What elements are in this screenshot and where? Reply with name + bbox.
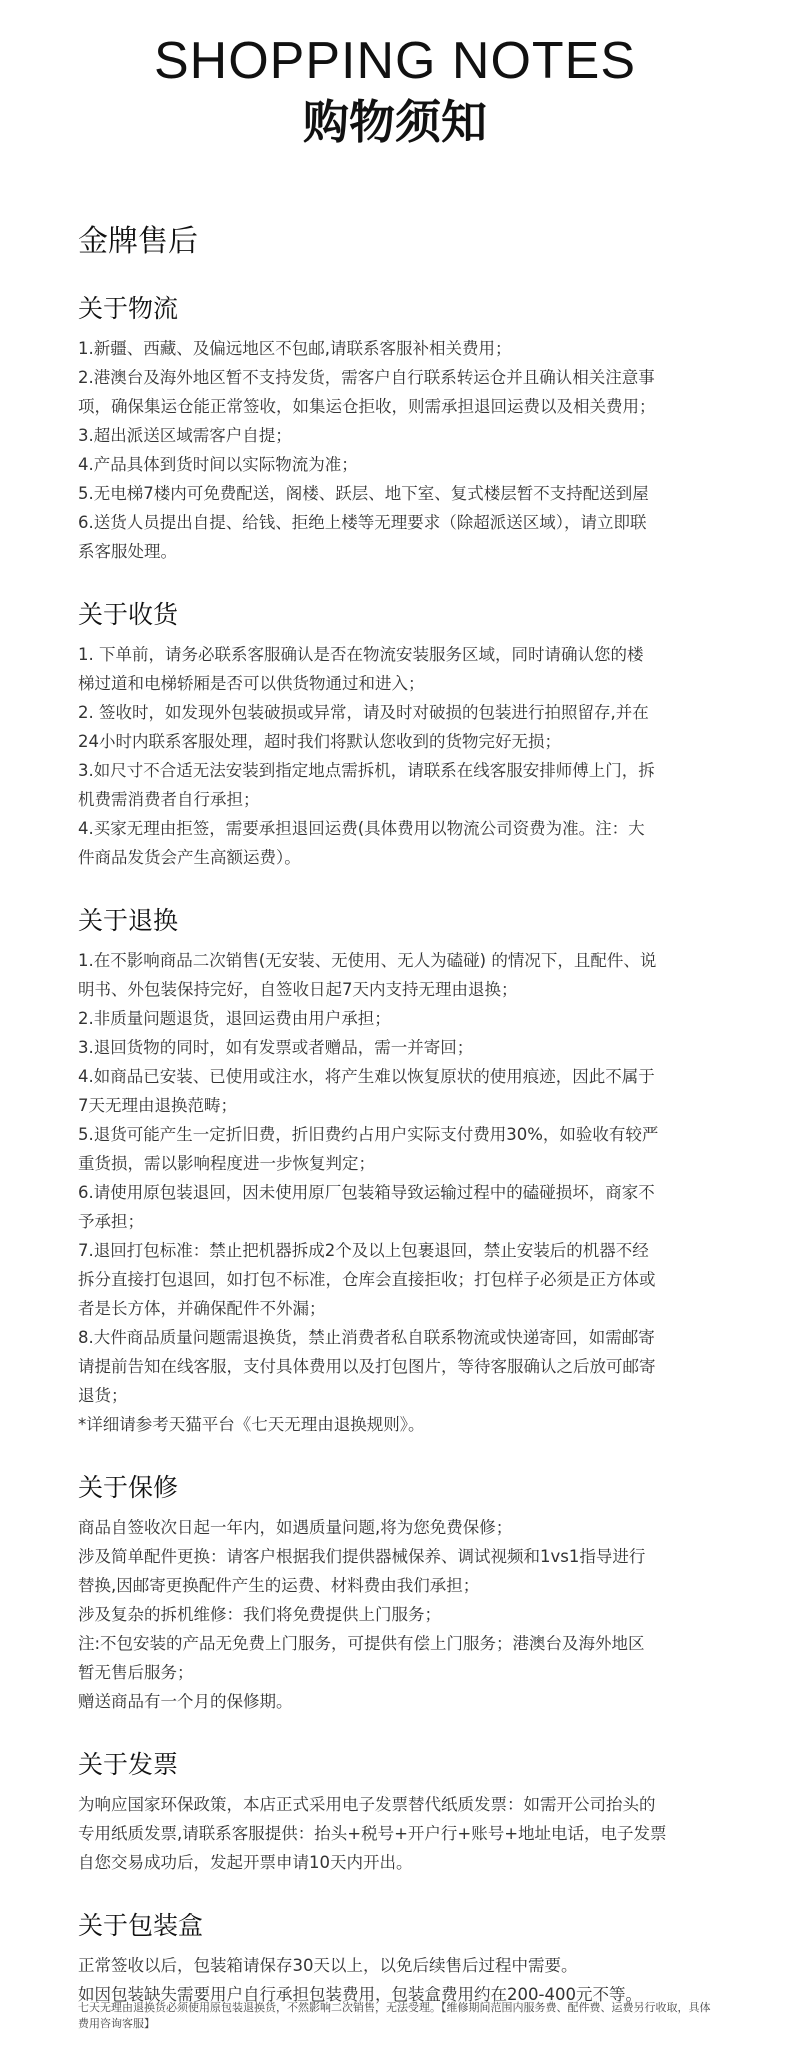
section-line: 3.如尺寸不合适无法安装到指定地点需拆机，请联系在线客服安排师傅上门，拆	[78, 761, 655, 780]
section-line: 明书、外包装保持完好，自签收日起7天内支持无理由退换；	[78, 980, 518, 999]
footer-note: 七天无理由退换货必须使用原包装退换货，不然影响二次销售，无法受理。【维修期间范围内服务费、配件费、运费另行收取，具体费用咨询客服】	[78, 2001, 711, 2030]
section-line: 退货；	[78, 1386, 128, 1405]
section-line: 3.超出派送区域需客户自提；	[78, 426, 292, 445]
section-line: 为响应国家环保政策，本店正式采用电子发票替代纸质发票：如需开公司抬头的	[78, 1795, 656, 1814]
section	[78, 1909, 712, 2009]
section-line: 重货损，需以影响程度进一步恢复判定；	[78, 1154, 375, 1173]
section-line: 涉及简单配件更换：请客户根据我们提供器械保养、调试视频和1vs1指导进行	[78, 1547, 646, 1566]
section-title: 关于包装盒	[78, 1911, 204, 1940]
section	[78, 1748, 712, 1877]
section-line: 8.大件商品质量问题需退换货，禁止消费者私自联系物流或快递寄回，如需邮寄	[78, 1328, 655, 1347]
section-line: 2. 签收时，如发现外包装破损或异常，请及时对破损的包装进行拍照留存,并在	[78, 703, 649, 722]
section-line: 如因包装缺失需要用户自行承担包装费用，包装盒费用约在200-400元不等。	[78, 1985, 642, 2004]
section-line: 赠送商品有一个月的保修期。	[78, 1692, 293, 1711]
section-line: 5.无电梯7楼内可免费配送，阁楼、跃层、地下室、复式楼层暂不支持配送到屋	[78, 484, 649, 503]
section-line: 1.在不影响商品二次销售(无安装、无使用、无人为磕碰) 的情况下，且配件、说	[78, 951, 657, 970]
section-line: 梯过道和电梯轿厢是否可以供货物通过和进入；	[78, 674, 425, 693]
section-line: 2.非质量问题退货，退回运费由用户承担；	[78, 1009, 391, 1028]
section-line: 7.退回打包标准：禁止把机器拆成2个及以上包裹退回，禁止安装后的机器不经	[78, 1241, 649, 1260]
section-line: 予承担；	[78, 1212, 144, 1231]
section-line: 注:不包安装的产品无免费上门服务，可提供有偿上门服务；港澳台及海外地区	[78, 1634, 645, 1653]
section-line: 替换,因邮寄更换配件产生的运费、材料费由我们承担；	[78, 1576, 480, 1595]
section-line: 涉及复杂的拆机维修：我们将免费提供上门服务；	[78, 1605, 441, 1624]
section-title: 关于发票	[78, 1750, 179, 1779]
section-line: 4.买家无理由拒签，需要承担退回运费(具体费用以物流公司资费为准。注：大	[78, 819, 645, 838]
section-line: *详细请参考天猫平台《七天无理由退换规则》。	[78, 1415, 425, 1434]
section-line: 拆分直接打包退回，如打包不标准，仓库会直接拒收；打包样子必须是正方体或	[78, 1270, 656, 1289]
section-title: 关于保修	[78, 1473, 179, 1502]
section-line: 自您交易成功后，发起开票申请10天内开出。	[78, 1853, 413, 1872]
section	[78, 598, 712, 872]
section-line: 24小时内联系客服处理，超时我们将默认您收到的货物完好无损；	[78, 732, 561, 751]
section-line: 暂无售后服务；	[78, 1663, 194, 1682]
section-line: 请提前告知在线客服，支付具体费用以及打包图片，等待客服确认之后放可邮寄	[78, 1357, 656, 1376]
section-line: 6.送货人员提出自提、给钱、拒绝上楼等无理要求（除超派送区域），请立即联	[78, 513, 647, 532]
section	[78, 292, 712, 566]
section-title: 关于收货	[78, 600, 179, 629]
section-line: 7天无理由退换范畴；	[78, 1096, 237, 1115]
brand-title: 金牌售后	[78, 224, 198, 259]
section	[78, 904, 712, 1439]
section-line: 5.退货可能产生一定折旧费，折旧费约占用户实际支付费用30%，如验收有较严	[78, 1125, 659, 1144]
sections-container	[78, 292, 712, 2009]
section-line: 者是长方体，并确保配件不外漏；	[78, 1299, 326, 1318]
section-line: 机费需消费者自行承担；	[78, 790, 260, 809]
section-line: 3.退回货物的同时，如有发票或者赠品，需一并寄回；	[78, 1038, 474, 1057]
section-line: 件商品发货会产生高额运费）。	[78, 848, 301, 867]
section-line: 正常签收以后，包装箱请保存30天以上，以免后续售后过程中需要。	[78, 1956, 578, 1975]
section-line: 4.产品具体到货时间以实际物流为准；	[78, 455, 358, 474]
section-title: 关于物流	[78, 294, 179, 323]
notes-content	[0, 222, 790, 2009]
section-line: 商品自签收次日起一年内，如遇质量问题,将为您免费保修；	[78, 1518, 513, 1537]
section-line: 4.如商品已安装、已使用或注水，将产生难以恢复原状的使用痕迹，因此不属于	[78, 1067, 655, 1086]
section-line: 项，确保集运仓能正常签收，如集运仓拒收，则需承担退回运费以及相关费用；	[78, 397, 656, 416]
section-line: 2.港澳台及海外地区暂不支持发货，需客户自行联系转运仓并且确认相关注意事	[78, 368, 655, 387]
section-line: 专用纸质发票,请联系客服提供：抬头+税号+开户行+账号+地址电话，电子发票	[78, 1824, 667, 1843]
section-line: 系客服处理。	[78, 542, 177, 561]
section-title: 关于退换	[78, 906, 179, 935]
section-line: 6.请使用原包装退回，因未使用原厂包装箱导致运输过程中的磕碰损坏，商家不	[78, 1183, 655, 1202]
page-title-cn: 购物须知	[303, 95, 487, 149]
page-header	[0, 0, 790, 150]
section	[78, 1471, 712, 1716]
section-line: 1. 下单前，请务必联系客服确认是否在物流安装服务区域，同时请确认您的楼	[78, 645, 644, 664]
section-line: 1.新疆、西藏、及偏远地区不包邮,请联系客服补相关费用；	[78, 339, 512, 358]
page-title-en: SHOPPING NOTES	[153, 32, 637, 90]
